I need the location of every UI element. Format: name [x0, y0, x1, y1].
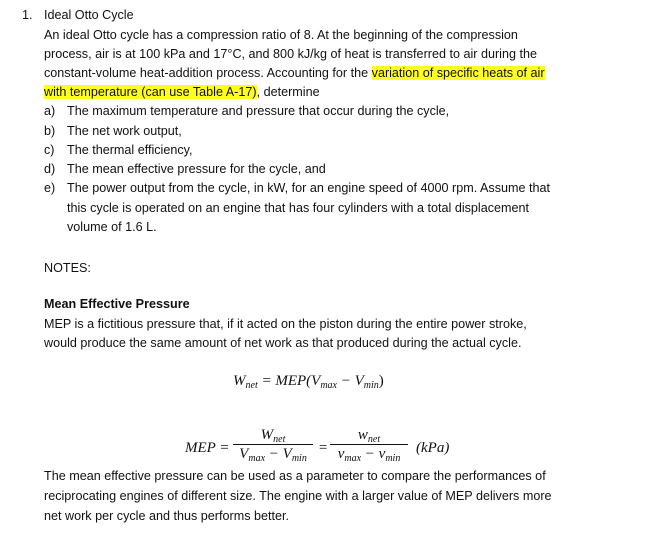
intro-line-4 — [44, 84, 320, 100]
problem-title: Ideal Otto Cycle — [44, 8, 134, 22]
intro-line-1: An ideal Otto cycle has a compression ratio of 8. At the beginning of the compression — [44, 28, 518, 42]
intro-line-2: process, air is at 100 kPa and 17°C, and 800 kJ/kg of heat is transferred to air during the — [44, 47, 537, 61]
mep-definition-line-2: would produce the same amount of net work as that produced during the actual cycle. — [44, 336, 522, 350]
item-text: The mean effective pressure for the cycle, and — [67, 162, 326, 176]
equation-work-net: $W_{net} = MEP(V_{max} - V_{min})$ — [233, 373, 384, 391]
item-marker: c) — [44, 143, 55, 157]
item-marker: d) — [44, 162, 56, 176]
intro-line-3 — [44, 65, 545, 81]
equation-lhs: MEP = — [185, 440, 230, 456]
unit-label: (kPa) — [416, 440, 450, 456]
item-marker: a) — [44, 104, 56, 118]
notes-heading: Mean Effective Pressure — [44, 297, 190, 311]
highlighted-text: variation of specific heats of air — [371, 66, 545, 80]
problem-number: 1. — [22, 8, 33, 22]
equals-sign: = — [318, 440, 329, 456]
intro-plain-text: , determine — [256, 85, 320, 99]
mep-usage-line-2: reciprocating engines of different size. The engine with a larger value of MEP delivers more — [44, 489, 552, 503]
mep-usage-line-1: The mean effective pressure can be used as a parameter to compare the performances of — [44, 469, 546, 483]
fraction-total: $W_{net}$ $V_{max} - V_{min}$ — [233, 427, 313, 462]
mep-definition-line-1: MEP is a fictitious pressure that, if it acted on the piston during the entire power stroke, — [44, 317, 527, 331]
item-marker: b) — [44, 124, 56, 138]
intro-plain-text: constant-volume heat-addition process. Accounting for the — [44, 66, 372, 80]
fraction-specific: $w_{net}$ $v_{max} - v_{min}$ — [330, 427, 408, 462]
highlighted-text: with temperature (can use Table A-17) — [44, 85, 257, 99]
item-text-continuation: volume of 1.6 L. — [67, 220, 157, 234]
item-text: The power output from the cycle, in kW, for an engine speed of 4000 rpm. Assume that — [67, 181, 551, 195]
mep-usage-line-3: net work per cycle and thus performs better. — [44, 509, 289, 523]
notes-label: NOTES: — [44, 261, 91, 275]
item-text: The maximum temperature and pressure that occur during the cycle, — [67, 104, 450, 118]
item-text-continuation: this cycle is operated on an engine that has four cylinders with a total displacement — [67, 201, 530, 215]
item-text: The net work output, — [67, 124, 182, 138]
item-text: The thermal efficiency, — [67, 143, 193, 157]
item-marker: e) — [44, 181, 56, 195]
